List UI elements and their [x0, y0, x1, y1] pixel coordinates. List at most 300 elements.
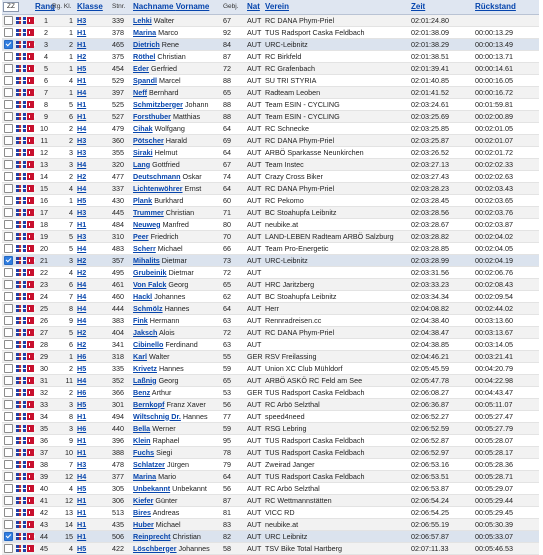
row-checkbox-cell[interactable] [2, 350, 15, 362]
cell-vorname: Hannes [158, 363, 184, 373]
row-checkbox[interactable] [4, 124, 13, 133]
cell-klasse[interactable]: H4 [76, 470, 111, 482]
cell-nachname[interactable]: Kiefer [133, 495, 154, 505]
table-row[interactable] [2, 146, 539, 158]
cell-klasse[interactable]: H3 [76, 14, 111, 26]
cell-nachname[interactable]: Lang [133, 159, 151, 169]
flag-icon [16, 101, 26, 108]
table-row[interactable] [2, 458, 539, 470]
row-checkbox[interactable] [4, 220, 13, 229]
cell-klasse[interactable]: H1 [76, 110, 111, 122]
cell-rang: 25 [34, 302, 51, 314]
row-checkbox-cell[interactable] [2, 434, 15, 446]
table-row[interactable] [2, 338, 539, 350]
cell-vorname: Alois [159, 327, 175, 337]
cell-nachname[interactable]: Eder [133, 63, 149, 73]
cell-klasse[interactable]: H1 [76, 218, 111, 230]
row-checkbox-cell[interactable] [2, 314, 15, 326]
table-row[interactable] [2, 506, 539, 518]
cell-name [132, 170, 222, 182]
row-checkbox[interactable] [4, 148, 13, 157]
table-row[interactable] [2, 50, 539, 62]
table-row[interactable] [2, 290, 539, 302]
table-row[interactable] [2, 314, 539, 326]
table-row[interactable] [2, 62, 539, 74]
row-checkbox-cell[interactable] [2, 134, 15, 146]
cell-rgkl: 3 [51, 398, 76, 410]
cell-klasse[interactable]: H4 [76, 314, 111, 326]
row-checkbox[interactable] [4, 460, 13, 469]
row-checkbox-cell[interactable] [2, 98, 15, 110]
row-checkbox[interactable] [4, 184, 13, 193]
cell-nachname[interactable]: Grubeinik [133, 267, 167, 277]
table-row[interactable] [2, 482, 539, 494]
table-row[interactable] [2, 518, 539, 530]
table-row[interactable] [2, 14, 539, 26]
cell-stnr: 495 [111, 266, 132, 278]
cell-nachname[interactable]: Bires [133, 507, 151, 517]
club-tag-icon [27, 425, 34, 432]
row-checkbox-cell[interactable] [2, 158, 15, 170]
cell-stnr: 527 [111, 110, 132, 122]
row-checkbox[interactable] [4, 268, 13, 277]
cell-klasse[interactable]: H1 [76, 74, 111, 86]
row-checkbox-cell[interactable] [2, 122, 15, 134]
row-checkbox[interactable] [4, 28, 13, 37]
row-checkbox[interactable] [4, 232, 13, 241]
row-checkbox[interactable] [4, 520, 13, 529]
cell-zeit: 02:06:57.87 [410, 530, 474, 542]
table-row[interactable] [2, 446, 539, 458]
row-checkbox-cell[interactable] [2, 170, 15, 182]
header-verein[interactable]: Verein [264, 0, 410, 14]
row-checkbox-cell[interactable] [2, 530, 15, 542]
cell-zeit: 02:04:38.40 [410, 314, 474, 326]
cell-rueckstand: 00:02:03.65 [474, 194, 539, 206]
row-checkbox-cell[interactable] [2, 362, 15, 374]
row-checkbox[interactable] [4, 448, 13, 457]
cell-rgkl: 13 [51, 506, 76, 518]
row-checkbox[interactable] [4, 40, 13, 49]
row-checkbox-cell[interactable] [2, 470, 15, 482]
cell-gebj: 64 [222, 182, 246, 194]
row-checkbox-cell[interactable] [2, 266, 15, 278]
cell-klasse[interactable]: H1 [76, 446, 111, 458]
row-checkbox-cell[interactable] [2, 398, 15, 410]
cell-nachname[interactable]: Marina [133, 471, 157, 481]
cell-klasse[interactable]: H1 [76, 494, 111, 506]
table-row[interactable] [2, 470, 539, 482]
flag-icon [16, 401, 26, 408]
cell-klasse[interactable]: H2 [76, 50, 111, 62]
row-checkbox-cell[interactable] [2, 542, 15, 554]
row-flags [15, 170, 34, 182]
cell-verein: neubike.at [264, 518, 410, 530]
table-row[interactable] [2, 278, 539, 290]
table-row[interactable] [2, 494, 539, 506]
table-row[interactable] [2, 206, 539, 218]
row-checkbox-cell[interactable] [2, 230, 15, 242]
row-checkbox[interactable] [4, 76, 13, 85]
cell-verein: HRC Jaritzberg [264, 278, 410, 290]
table-row[interactable] [2, 326, 539, 338]
row-checkbox[interactable] [4, 544, 13, 553]
cell-nachname[interactable]: Röthel [133, 51, 156, 61]
cell-klasse[interactable]: H3 [76, 146, 111, 158]
cell-rang: 14 [34, 170, 51, 182]
table-row[interactable] [2, 530, 539, 542]
cell-klasse[interactable]: H5 [76, 362, 111, 374]
cell-nachname[interactable]: Mihalits [133, 255, 160, 265]
row-checkbox-cell[interactable] [2, 242, 15, 254]
header-rang[interactable]: Rang [34, 0, 51, 14]
cell-klasse[interactable]: H2 [76, 266, 111, 278]
row-checkbox-cell[interactable] [2, 74, 15, 86]
row-checkbox-cell[interactable] [2, 482, 15, 494]
cell-verein: neubike.at [264, 218, 410, 230]
cell-stnr: 355 [111, 146, 132, 158]
table-row[interactable] [2, 194, 539, 206]
cell-nachname[interactable]: Von Falck [133, 279, 167, 289]
header-zz[interactable]: ZZ [2, 0, 15, 14]
row-checkbox[interactable] [4, 160, 13, 169]
row-checkbox[interactable] [4, 304, 13, 313]
row-checkbox[interactable] [4, 280, 13, 289]
club-tag-icon [27, 521, 34, 528]
row-checkbox-cell[interactable] [2, 374, 15, 386]
cell-klasse[interactable]: H1 [76, 434, 111, 446]
cell-nachname[interactable]: Deutschmann [133, 171, 181, 181]
cell-klasse[interactable]: H4 [76, 158, 111, 170]
cell-vorname: Wolfgang [154, 123, 185, 133]
row-checkbox[interactable] [4, 496, 13, 505]
cell-gebj: 77 [222, 410, 246, 422]
club-tag-icon [27, 293, 34, 300]
cell-nachname[interactable]: Klein [133, 435, 151, 445]
table-row[interactable] [2, 134, 539, 146]
cell-nachname[interactable]: Schmitzberger [133, 99, 183, 109]
row-checkbox-cell[interactable] [2, 26, 15, 38]
row-checkbox-cell[interactable] [2, 218, 15, 230]
header-zeit[interactable]: Zeit [410, 0, 474, 14]
cell-klasse[interactable]: H2 [76, 170, 111, 182]
cell-klasse[interactable]: H4 [76, 374, 111, 386]
row-checkbox[interactable] [4, 388, 13, 397]
row-flags [15, 458, 34, 470]
table-row[interactable] [2, 542, 539, 554]
header-vorname[interactable]: Vorname [175, 2, 210, 12]
row-checkbox[interactable] [4, 436, 13, 445]
cell-klasse[interactable]: H2 [76, 326, 111, 338]
header-nat[interactable]: Nat [246, 0, 264, 14]
table-row[interactable] [2, 110, 539, 122]
row-checkbox[interactable] [4, 352, 13, 361]
cell-nachname[interactable]: Dietrich [133, 39, 160, 49]
cell-klasse[interactable]: H4 [76, 182, 111, 194]
cell-nat: AUT [246, 170, 264, 182]
row-checkbox[interactable] [4, 100, 13, 109]
flag-icon [16, 293, 26, 300]
cell-rang: 1 [34, 14, 51, 26]
row-checkbox-cell[interactable] [2, 146, 15, 158]
table-row[interactable] [2, 254, 539, 266]
cell-klasse[interactable]: H6 [76, 386, 111, 398]
header-name[interactable] [132, 0, 222, 14]
table-row[interactable] [2, 242, 539, 254]
row-checkbox[interactable] [4, 172, 13, 181]
cell-klasse[interactable]: H1 [76, 26, 111, 38]
header-nachname[interactable]: Nachname [133, 2, 174, 12]
cell-stnr: 445 [111, 206, 132, 218]
row-checkbox-cell[interactable] [2, 62, 15, 74]
row-checkbox-cell[interactable] [2, 494, 15, 506]
cell-nat: AUT [246, 110, 264, 122]
cell-nat: AUT [246, 158, 264, 170]
cell-nachname[interactable]: Hackl [133, 291, 153, 301]
row-checkbox-cell[interactable] [2, 254, 15, 266]
cell-nachname[interactable]: Bella [133, 423, 151, 433]
cell-klasse[interactable]: H4 [76, 278, 111, 290]
cell-rgkl: 2 [51, 134, 76, 146]
cell-rang: 8 [34, 98, 51, 110]
cell-klasse[interactable]: H3 [76, 206, 111, 218]
cell-klasse[interactable]: H3 [76, 230, 111, 242]
row-checkbox[interactable] [4, 256, 13, 265]
row-checkbox-cell[interactable] [2, 410, 15, 422]
cell-nachname[interactable]: Bernkopf [133, 399, 165, 409]
row-checkbox[interactable] [4, 376, 13, 385]
row-checkbox-cell[interactable] [2, 506, 15, 518]
cell-klasse[interactable]: H4 [76, 122, 111, 134]
flag-icon [16, 185, 26, 192]
row-checkbox-cell[interactable] [2, 86, 15, 98]
row-checkbox[interactable] [4, 292, 13, 301]
row-checkbox[interactable] [4, 532, 13, 541]
table-row[interactable] [2, 74, 539, 86]
cell-vorname: Georg [158, 375, 179, 385]
row-checkbox[interactable] [4, 52, 13, 61]
table-row[interactable] [2, 182, 539, 194]
row-checkbox[interactable] [4, 328, 13, 337]
cell-nachname[interactable]: Löschberger [133, 543, 177, 553]
flag-icon [16, 137, 26, 144]
row-flags [15, 26, 34, 38]
row-checkbox-cell[interactable] [2, 50, 15, 62]
row-checkbox-cell[interactable] [2, 290, 15, 302]
cell-nachname[interactable]: Siraki [133, 147, 153, 157]
row-checkbox-cell[interactable] [2, 194, 15, 206]
cell-klasse[interactable]: H1 [76, 98, 111, 110]
cell-klasse[interactable]: H5 [76, 542, 111, 554]
cell-rang: 40 [34, 482, 51, 494]
cell-zeit: 02:03:28.85 [410, 242, 474, 254]
cell-stnr: 360 [111, 134, 132, 146]
cell-klasse[interactable]: H5 [76, 482, 111, 494]
cell-nachname[interactable]: Jaksch [133, 327, 158, 337]
row-checkbox-cell[interactable] [2, 386, 15, 398]
row-checkbox[interactable] [4, 196, 13, 205]
table-row[interactable] [2, 302, 539, 314]
cell-nachname[interactable]: Scherr [133, 243, 156, 253]
header-klasse[interactable]: Klasse [76, 0, 111, 14]
cell-rgkl: 3 [51, 146, 76, 158]
table-row[interactable] [2, 86, 539, 98]
cell-name [132, 422, 222, 434]
row-checkbox-cell[interactable] [2, 206, 15, 218]
row-checkbox-cell[interactable] [2, 38, 15, 50]
cell-nachname[interactable]: Fuchs [133, 447, 155, 457]
cell-nachname[interactable]: Schlatzer [133, 459, 165, 469]
row-checkbox-cell[interactable] [2, 182, 15, 194]
cell-nachname[interactable]: Marina [133, 27, 157, 37]
table-row[interactable] [2, 434, 539, 446]
cell-klasse[interactable]: H5 [76, 62, 111, 74]
cell-nachname[interactable]: Cihak [133, 123, 153, 133]
cell-nachname[interactable]: Neff [133, 87, 147, 97]
cell-klasse[interactable]: H4 [76, 302, 111, 314]
row-checkbox[interactable] [4, 64, 13, 73]
row-checkbox[interactable] [4, 412, 13, 421]
cell-klasse[interactable]: H4 [76, 86, 111, 98]
table-row[interactable] [2, 230, 539, 242]
cell-gebj: 72 [222, 266, 246, 278]
cell-verein: Team ESIN - CYCLING [264, 98, 410, 110]
row-checkbox[interactable] [4, 88, 13, 97]
cell-nachname[interactable]: Unbekannt [133, 483, 171, 493]
row-checkbox[interactable] [4, 484, 13, 493]
row-checkbox-cell[interactable] [2, 458, 15, 470]
cell-nachname[interactable]: Trummer [133, 207, 164, 217]
cell-nachname[interactable]: Lichtenwöhrer [133, 183, 183, 193]
cell-nachname[interactable]: Lehki [133, 15, 152, 25]
cell-nachname[interactable]: Schmölz [133, 303, 163, 313]
row-checkbox[interactable] [4, 508, 13, 517]
cell-klasse[interactable]: H3 [76, 134, 111, 146]
cell-klasse[interactable]: H2 [76, 254, 111, 266]
row-checkbox[interactable] [4, 244, 13, 253]
cell-nachname[interactable]: Fink [133, 315, 148, 325]
cell-rgkl: 1 [51, 26, 76, 38]
cell-klasse[interactable]: H1 [76, 530, 111, 542]
cell-klasse[interactable]: H5 [76, 398, 111, 410]
cell-klasse[interactable]: H1 [76, 506, 111, 518]
row-checkbox-cell[interactable] [2, 110, 15, 122]
row-checkbox[interactable] [4, 400, 13, 409]
cell-nachname[interactable]: Forsthuber [133, 111, 171, 121]
cell-nachname[interactable]: Neuweg [133, 219, 161, 229]
cell-klasse[interactable]: H6 [76, 350, 111, 362]
cell-nachname[interactable]: Cibinello [133, 339, 164, 349]
table-row[interactable] [2, 362, 539, 374]
row-checkbox[interactable] [4, 472, 13, 481]
table-row[interactable] [2, 122, 539, 134]
table-row[interactable] [2, 38, 539, 50]
cell-nachname[interactable]: Reinprecht [133, 531, 171, 541]
table-row[interactable] [2, 374, 539, 386]
cell-nachname[interactable]: Plank [133, 195, 153, 205]
row-checkbox[interactable] [4, 316, 13, 325]
cell-klasse[interactable]: H6 [76, 422, 111, 434]
cell-klasse[interactable]: H4 [76, 242, 111, 254]
cell-nachname[interactable]: Wiltschnig Dr. [133, 411, 181, 421]
table-row[interactable] [2, 266, 539, 278]
cell-rang: 26 [34, 314, 51, 326]
cell-rang: 19 [34, 230, 51, 242]
row-checkbox-cell[interactable] [2, 278, 15, 290]
row-checkbox[interactable] [4, 136, 13, 145]
row-checkbox-cell[interactable] [2, 518, 15, 530]
row-checkbox[interactable] [4, 16, 13, 25]
table-row[interactable] [2, 398, 539, 410]
row-checkbox-cell[interactable] [2, 14, 15, 26]
cell-klasse[interactable]: H3 [76, 458, 111, 470]
cell-klasse[interactable]: H1 [76, 38, 111, 50]
cell-klasse[interactable]: H5 [76, 194, 111, 206]
row-checkbox-cell[interactable] [2, 422, 15, 434]
table-row[interactable] [2, 410, 539, 422]
cell-zeit: 02:06:54.25 [410, 506, 474, 518]
cell-rgkl: 4 [51, 266, 76, 278]
cell-rgkl: 1 [51, 14, 76, 26]
cell-nachname[interactable]: Spandl [133, 75, 157, 85]
table-row[interactable] [2, 218, 539, 230]
cell-rueckstand: 00:02:03.43 [474, 182, 539, 194]
cell-klasse[interactable]: H1 [76, 518, 111, 530]
cell-gebj: 88 [222, 98, 246, 110]
header-rueckstand[interactable]: Rückstand [474, 0, 539, 14]
cell-rgkl: 4 [51, 182, 76, 194]
cell-nachname[interactable]: Karl [133, 351, 147, 361]
row-flags [15, 110, 34, 122]
table-row[interactable] [2, 158, 539, 170]
cell-nachname[interactable]: Huber [133, 519, 154, 529]
cell-zeit: 02:06:54.24 [410, 494, 474, 506]
row-checkbox-cell[interactable] [2, 326, 15, 338]
cell-klasse[interactable]: H2 [76, 338, 111, 350]
table-row[interactable] [2, 170, 539, 182]
table-row[interactable] [2, 98, 539, 110]
cell-verein: RC Arbö Selzthal [264, 482, 410, 494]
club-tag-icon [27, 497, 34, 504]
cell-nachname[interactable]: Peer [133, 231, 149, 241]
cell-rang: 29 [34, 350, 51, 362]
table-row[interactable] [2, 422, 539, 434]
cell-rang: 32 [34, 386, 51, 398]
table-row[interactable] [2, 26, 539, 38]
row-checkbox[interactable] [4, 112, 13, 121]
cell-nachname[interactable]: Benz [133, 387, 151, 397]
cell-nachname[interactable]: Pötscher [133, 135, 164, 145]
row-checkbox[interactable] [4, 424, 13, 433]
row-checkbox-cell[interactable] [2, 338, 15, 350]
cell-nachname[interactable]: Laßnig [133, 375, 157, 385]
cell-zeit: 02:03:26.52 [410, 146, 474, 158]
row-flags [15, 446, 34, 458]
row-checkbox[interactable] [4, 364, 13, 373]
row-checkbox[interactable] [4, 208, 13, 217]
cell-klasse[interactable]: H4 [76, 290, 111, 302]
cell-name [132, 242, 222, 254]
row-checkbox-cell[interactable] [2, 446, 15, 458]
table-row[interactable] [2, 386, 539, 398]
cell-rgkl: 2 [51, 362, 76, 374]
row-checkbox[interactable] [4, 340, 13, 349]
table-row[interactable] [2, 350, 539, 362]
row-checkbox-cell[interactable] [2, 302, 15, 314]
cell-klasse[interactable]: H1 [76, 410, 111, 422]
cell-nachname[interactable]: Krivetz [133, 363, 157, 373]
flag-icon [16, 173, 26, 180]
